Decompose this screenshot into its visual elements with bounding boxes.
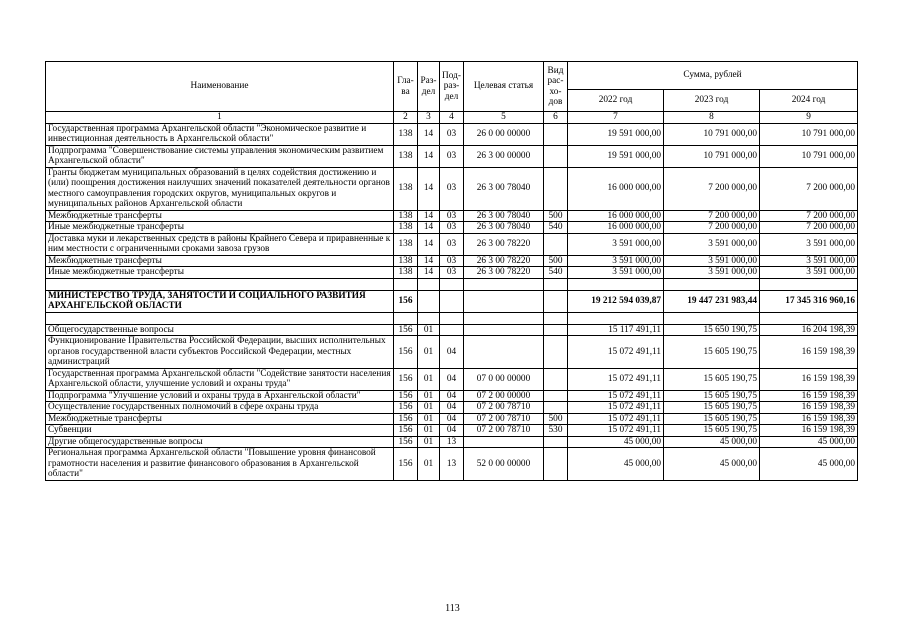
row-glava-cell: 156 [394, 368, 418, 390]
col-vid-header: Вид рас-хо-дов [544, 62, 568, 112]
row-sum-2022-cell: 19 591 000,00 [568, 145, 664, 167]
row-sum-2022-cell: 16 000 000,00 [568, 222, 664, 234]
row-vid-cell [544, 290, 568, 312]
row-name-cell: Субвенции [46, 425, 394, 437]
row-sum-2024-cell: 7 200 000,00 [760, 210, 858, 222]
row-podrazdel-cell: 04 [440, 368, 464, 390]
row-vid-cell [544, 336, 568, 369]
row-sum-2022-cell: 15 072 491,11 [568, 336, 664, 369]
row-target-cell: 26 3 00 78220 [464, 255, 544, 267]
row-podrazdel-cell [440, 312, 464, 324]
row-razdel-cell: 14 [418, 167, 440, 210]
row-name-cell: Межбюджетные трансферты [46, 210, 394, 222]
row-name-cell [46, 312, 394, 324]
row-vid-cell [544, 278, 568, 290]
column-number-cell: 4 [440, 112, 464, 124]
row-name-cell: Доставка муки и лекарственных средств в районы Крайнего Севера и приравненные к ним местности с ограниченными сроками завоза грузов [46, 233, 394, 255]
row-vid-cell [544, 368, 568, 390]
table-row [46, 267, 858, 279]
row-name-cell: Подпрограмма "Совершенствование системы управления экономическим развитием Архангельской области" [46, 145, 394, 167]
row-target-cell [464, 436, 544, 448]
row-target-cell [464, 290, 544, 312]
row-sum-2022-cell: 3 591 000,00 [568, 267, 664, 279]
row-glava-cell: 138 [394, 255, 418, 267]
row-sum-2022-cell: 3 591 000,00 [568, 233, 664, 255]
table-row [46, 436, 858, 448]
row-razdel-cell: 14 [418, 255, 440, 267]
column-number-cell: 2 [394, 112, 418, 124]
row-sum-2022-cell: 15 072 491,11 [568, 425, 664, 437]
row-target-cell: 52 0 00 00000 [464, 448, 544, 481]
row-glava-cell: 138 [394, 267, 418, 279]
row-target-cell: 26 3 00 78040 [464, 167, 544, 210]
row-sum-2023-cell: 19 447 231 983,44 [664, 290, 760, 312]
row-sum-2023-cell [664, 278, 760, 290]
row-podrazdel-cell: 03 [440, 233, 464, 255]
row-sum-2022-cell: 3 591 000,00 [568, 255, 664, 267]
col-target-header: Целевая статья [464, 62, 544, 112]
row-razdel-cell: 01 [418, 324, 440, 336]
row-sum-2023-cell: 45 000,00 [664, 436, 760, 448]
row-sum-2024-cell: 3 591 000,00 [760, 233, 858, 255]
row-sum-2022-cell: 15 072 491,11 [568, 390, 664, 402]
row-podrazdel-cell: 03 [440, 123, 464, 145]
row-sum-2022-cell: 15 072 491,11 [568, 402, 664, 414]
table-row [46, 123, 858, 145]
blank-row [46, 278, 858, 290]
row-sum-2023-cell: 15 605 190,75 [664, 390, 760, 402]
row-sum-2024-cell: 16 159 198,39 [760, 402, 858, 414]
row-sum-2022-cell: 15 072 491,11 [568, 413, 664, 425]
row-sum-2024-cell [760, 312, 858, 324]
row-sum-2024-cell: 45 000,00 [760, 436, 858, 448]
row-sum-2024-cell: 17 345 316 960,16 [760, 290, 858, 312]
table-row [46, 167, 858, 210]
row-glava-cell: 156 [394, 448, 418, 481]
row-glava-cell: 138 [394, 145, 418, 167]
row-sum-2023-cell: 15 605 190,75 [664, 425, 760, 437]
column-number-cell: 3 [418, 112, 440, 124]
row-podrazdel-cell: 03 [440, 255, 464, 267]
row-sum-2023-cell: 15 605 190,75 [664, 402, 760, 414]
row-sum-2024-cell: 3 591 000,00 [760, 255, 858, 267]
row-name-cell: Осуществление государственных полномочий в сфере охраны труда [46, 402, 394, 414]
row-sum-2024-cell: 3 591 000,00 [760, 267, 858, 279]
col-sum-header: Сумма, рублей [568, 62, 858, 90]
row-sum-2022-cell: 16 000 000,00 [568, 167, 664, 210]
row-target-cell [464, 278, 544, 290]
row-name-cell: Государственная программа Архангельской области "Содействие занятости населения Архангельской области, улучшение условий и охраны труда" [46, 368, 394, 390]
row-name-cell: МИНИСТЕРСТВО ТРУДА, ЗАНЯТОСТИ И СОЦИАЛЬНОГО РАЗВИТИЯ АРХАНГЕЛЬСКОЙ ОБЛАСТИ [46, 290, 394, 312]
table-row [46, 336, 858, 369]
table-row [46, 233, 858, 255]
row-vid-cell [544, 312, 568, 324]
table-row [46, 324, 858, 336]
row-sum-2023-cell: 15 605 190,75 [664, 336, 760, 369]
row-target-cell: 07 2 00 00000 [464, 390, 544, 402]
row-podrazdel-cell: 04 [440, 336, 464, 369]
row-glava-cell: 138 [394, 123, 418, 145]
column-number-cell: 8 [664, 112, 760, 124]
row-name-cell: Иные межбюджетные трансферты [46, 267, 394, 279]
row-sum-2024-cell: 10 791 000,00 [760, 145, 858, 167]
column-number-cell: 7 [568, 112, 664, 124]
row-name-cell: Общегосударственные вопросы [46, 324, 394, 336]
table-row [46, 413, 858, 425]
table-row [46, 290, 858, 312]
col-2024-header: 2024 год [760, 90, 858, 112]
row-sum-2022-cell: 16 000 000,00 [568, 210, 664, 222]
row-vid-cell [544, 167, 568, 210]
row-sum-2024-cell: 10 791 000,00 [760, 123, 858, 145]
row-podrazdel-cell [440, 278, 464, 290]
row-glava-cell: 156 [394, 390, 418, 402]
row-target-cell [464, 324, 544, 336]
row-vid-cell [544, 123, 568, 145]
row-vid-cell [544, 390, 568, 402]
col-glava-header: Гла-ва [394, 62, 418, 112]
row-podrazdel-cell: 03 [440, 210, 464, 222]
row-razdel-cell: 01 [418, 336, 440, 369]
table-row [46, 210, 858, 222]
row-razdel-cell: 01 [418, 436, 440, 448]
row-vid-cell: 540 [544, 267, 568, 279]
row-vid-cell: 530 [544, 425, 568, 437]
row-razdel-cell: 01 [418, 368, 440, 390]
row-sum-2024-cell: 16 159 198,39 [760, 368, 858, 390]
row-name-cell: Государственная программа Архангельской области "Экономическое развитие и инвестиционная деятельность в Архангельской области" [46, 123, 394, 145]
row-razdel-cell: 14 [418, 267, 440, 279]
row-razdel-cell: 01 [418, 425, 440, 437]
row-target-cell: 26 3 00 78040 [464, 210, 544, 222]
row-sum-2022-cell: 19 591 000,00 [568, 123, 664, 145]
row-podrazdel-cell: 03 [440, 145, 464, 167]
row-podrazdel-cell [440, 324, 464, 336]
column-number-cell: 6 [544, 112, 568, 124]
row-podrazdel-cell: 13 [440, 436, 464, 448]
table-body [46, 123, 858, 480]
row-razdel-cell [418, 312, 440, 324]
row-sum-2024-cell: 16 159 198,39 [760, 336, 858, 369]
row-sum-2024-cell: 7 200 000,00 [760, 167, 858, 210]
row-sum-2023-cell: 45 000,00 [664, 448, 760, 481]
row-glava-cell: 138 [394, 167, 418, 210]
row-name-cell: Межбюджетные трансферты [46, 255, 394, 267]
row-razdel-cell: 01 [418, 413, 440, 425]
col-podrazdel-header: Под-раз-дел [440, 62, 464, 112]
row-podrazdel-cell: 04 [440, 402, 464, 414]
row-razdel-cell: 01 [418, 402, 440, 414]
row-sum-2024-cell: 16 159 198,39 [760, 390, 858, 402]
row-sum-2023-cell: 3 591 000,00 [664, 233, 760, 255]
row-sum-2022-cell [568, 278, 664, 290]
row-name-cell [46, 278, 394, 290]
row-target-cell: 26 3 00 00000 [464, 145, 544, 167]
row-sum-2023-cell: 3 591 000,00 [664, 267, 760, 279]
row-sum-2023-cell: 7 200 000,00 [664, 222, 760, 234]
row-vid-cell [544, 436, 568, 448]
row-vid-cell: 500 [544, 255, 568, 267]
row-vid-cell [544, 145, 568, 167]
row-razdel-cell: 14 [418, 210, 440, 222]
row-podrazdel-cell: 13 [440, 448, 464, 481]
row-podrazdel-cell: 03 [440, 167, 464, 210]
row-sum-2022-cell: 19 212 594 039,87 [568, 290, 664, 312]
row-target-cell: 07 2 00 78710 [464, 425, 544, 437]
row-glava-cell: 156 [394, 336, 418, 369]
row-sum-2022-cell: 45 000,00 [568, 448, 664, 481]
row-sum-2022-cell: 15 117 491,11 [568, 324, 664, 336]
col-name-header: Наименование [46, 62, 394, 112]
table-header [46, 62, 858, 124]
row-name-cell: Подпрограмма "Улучшение условий и охраны труда в Архангельской области" [46, 390, 394, 402]
row-razdel-cell: 01 [418, 390, 440, 402]
row-name-cell: Региональная программа Архангельской области "Повышение уровня финансовой грамотности населения и развитие финансового образования в Архангельской области" [46, 448, 394, 481]
row-target-cell: 26 3 00 78040 [464, 222, 544, 234]
column-number-cell: 5 [464, 112, 544, 124]
row-razdel-cell: 14 [418, 123, 440, 145]
table-row [46, 390, 858, 402]
col-2022-header: 2022 год [568, 90, 664, 112]
table-row [46, 255, 858, 267]
row-sum-2023-cell: 3 591 000,00 [664, 255, 760, 267]
row-podrazdel-cell: 04 [440, 425, 464, 437]
row-glava-cell: 138 [394, 222, 418, 234]
row-target-cell: 07 2 00 78710 [464, 402, 544, 414]
row-glava-cell [394, 278, 418, 290]
row-sum-2023-cell: 10 791 000,00 [664, 145, 760, 167]
row-glava-cell: 138 [394, 210, 418, 222]
table-row [46, 448, 858, 481]
row-sum-2023-cell: 15 650 190,75 [664, 324, 760, 336]
row-name-cell: Иные межбюджетные трансферты [46, 222, 394, 234]
row-vid-cell [544, 448, 568, 481]
row-target-cell: 26 3 00 78220 [464, 267, 544, 279]
column-number-cell: 9 [760, 112, 858, 124]
row-target-cell: 07 2 00 78710 [464, 413, 544, 425]
row-razdel-cell: 14 [418, 233, 440, 255]
row-sum-2022-cell [568, 312, 664, 324]
row-glava-cell [394, 312, 418, 324]
row-name-cell: Межбюджетные трансферты [46, 413, 394, 425]
table-row [46, 222, 858, 234]
row-name-cell: Другие общегосударственные вопросы [46, 436, 394, 448]
row-razdel-cell: 01 [418, 448, 440, 481]
column-number-row [46, 112, 858, 124]
row-sum-2024-cell: 16 204 198,39 [760, 324, 858, 336]
budget-table [45, 61, 858, 481]
row-sum-2023-cell: 15 605 190,75 [664, 368, 760, 390]
row-sum-2024-cell [760, 278, 858, 290]
row-podrazdel-cell: 04 [440, 390, 464, 402]
row-vid-cell [544, 402, 568, 414]
row-sum-2023-cell: 7 200 000,00 [664, 210, 760, 222]
row-glava-cell: 156 [394, 425, 418, 437]
row-podrazdel-cell: 03 [440, 222, 464, 234]
table-row [46, 402, 858, 414]
row-vid-cell [544, 233, 568, 255]
row-glava-cell: 156 [394, 290, 418, 312]
col-2023-header: 2023 год [664, 90, 760, 112]
row-vid-cell: 500 [544, 413, 568, 425]
row-glava-cell: 138 [394, 233, 418, 255]
row-sum-2023-cell: 7 200 000,00 [664, 167, 760, 210]
row-sum-2024-cell: 45 000,00 [760, 448, 858, 481]
row-glava-cell: 156 [394, 413, 418, 425]
row-razdel-cell: 14 [418, 145, 440, 167]
table-row [46, 145, 858, 167]
row-target-cell: 07 0 00 00000 [464, 368, 544, 390]
row-podrazdel-cell: 04 [440, 413, 464, 425]
blank-row [46, 312, 858, 324]
row-target-cell [464, 312, 544, 324]
row-podrazdel-cell: 03 [440, 267, 464, 279]
row-vid-cell: 500 [544, 210, 568, 222]
row-sum-2024-cell: 16 159 198,39 [760, 425, 858, 437]
row-razdel-cell [418, 278, 440, 290]
page-number: 113 [445, 603, 460, 614]
row-name-cell: Функционирование Правительства Российской Федерации, высших исполнительных органов государственной власти субъектов Российской Федерации, местных администраций [46, 336, 394, 369]
row-glava-cell: 156 [394, 324, 418, 336]
row-vid-cell [544, 324, 568, 336]
row-target-cell [464, 336, 544, 369]
col-razdel-header: Раз-дел [418, 62, 440, 112]
row-razdel-cell [418, 290, 440, 312]
row-sum-2022-cell: 15 072 491,11 [568, 368, 664, 390]
row-sum-2024-cell: 7 200 000,00 [760, 222, 858, 234]
row-sum-2024-cell: 16 159 198,39 [760, 413, 858, 425]
row-podrazdel-cell [440, 290, 464, 312]
row-glava-cell: 156 [394, 402, 418, 414]
row-razdel-cell: 14 [418, 222, 440, 234]
row-target-cell: 26 3 00 78220 [464, 233, 544, 255]
row-target-cell: 26 0 00 00000 [464, 123, 544, 145]
table-row [46, 368, 858, 390]
row-sum-2023-cell [664, 312, 760, 324]
row-glava-cell: 156 [394, 436, 418, 448]
row-sum-2022-cell: 45 000,00 [568, 436, 664, 448]
row-sum-2023-cell: 15 605 190,75 [664, 413, 760, 425]
row-sum-2023-cell: 10 791 000,00 [664, 123, 760, 145]
row-vid-cell: 540 [544, 222, 568, 234]
row-name-cell: Гранты бюджетам муниципальных образований в целях содействия достижению и (или) поощрения достижения наилучших значений показателей деятельности органов местного самоуправления городских округов, муниципальных округов и муниципальных районов Архангельской области [46, 167, 394, 210]
column-number-cell: 1 [46, 112, 394, 124]
table-row [46, 425, 858, 437]
